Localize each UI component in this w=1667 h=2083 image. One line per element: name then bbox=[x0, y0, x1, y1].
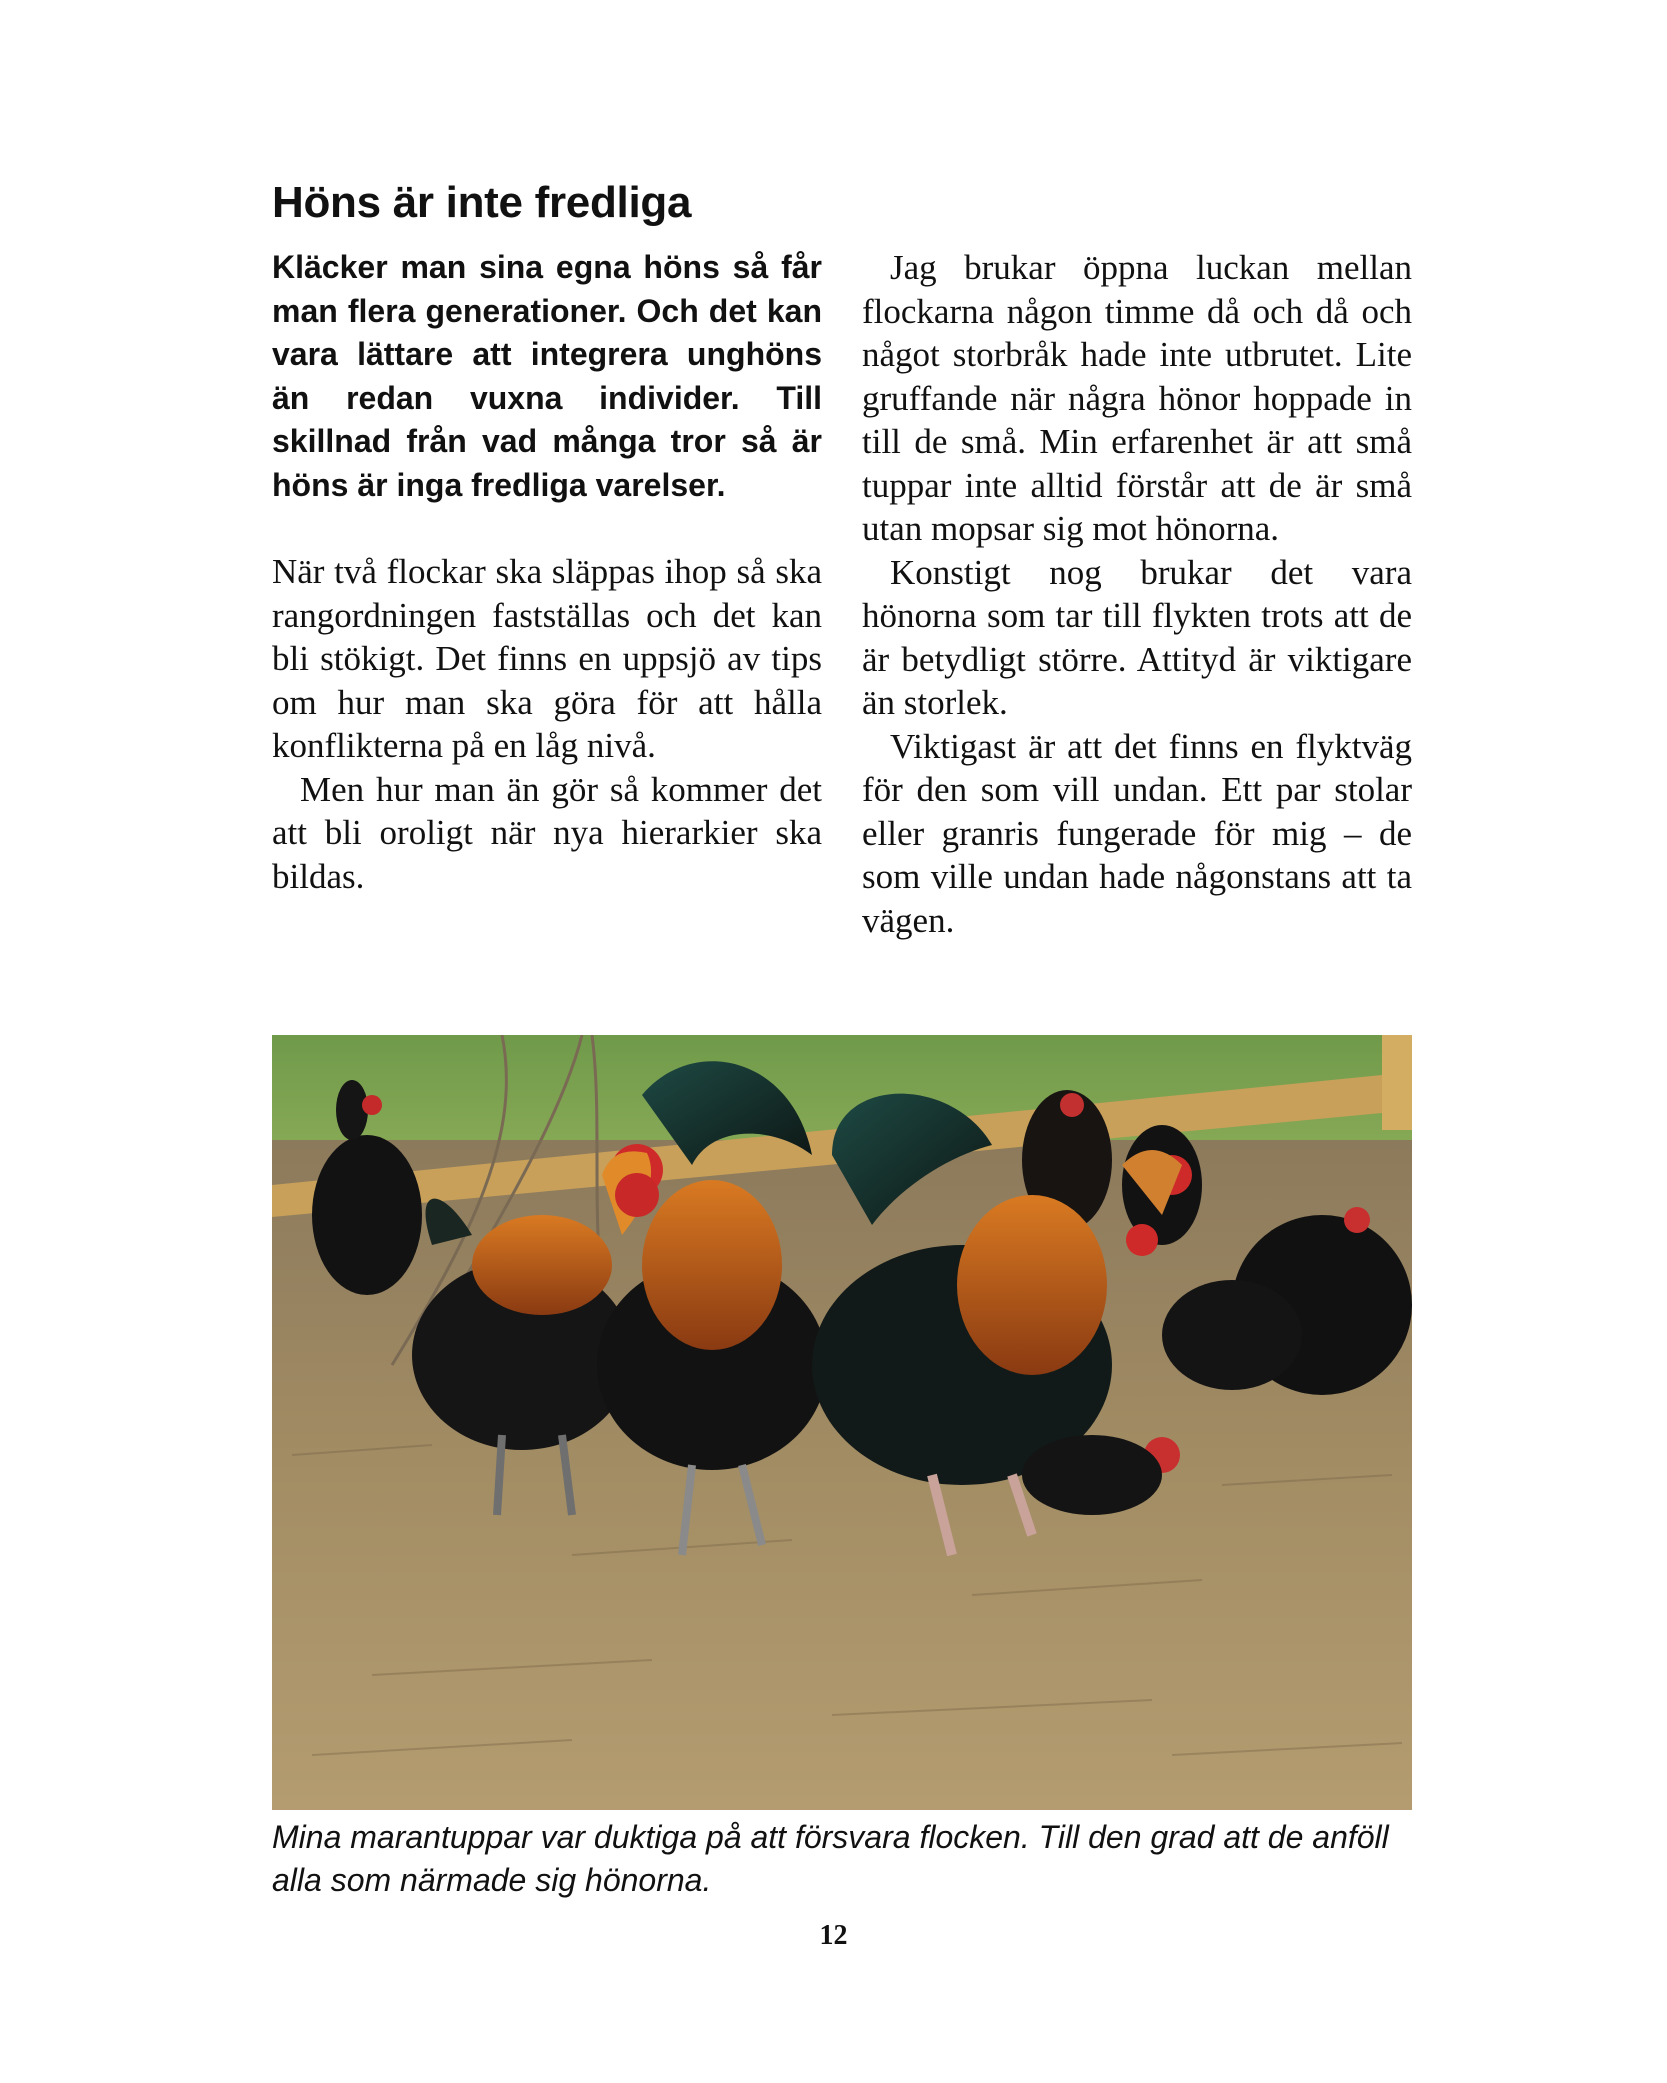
body-paragraph: När två flockar ska släppas ihop så ska rangordningen fastställas och det kan bli stökigt. Det finns en uppsjö av tips om hur man ska göra för att hålla konflikterna på en låg nivå. bbox=[272, 552, 822, 765]
left-column bbox=[272, 246, 822, 898]
section-heading: Höns är inte fredliga bbox=[272, 178, 692, 227]
page-number: 12 bbox=[819, 1920, 848, 1951]
photo-caption: Mina marantuppar var duktiga på att försvara flocken. Till den grad att de anföll alla som närmade sig hönorna. bbox=[272, 1819, 1389, 1898]
body-paragraph: Men hur man än gör så kommer det att bli oroligt när nya hierarkier ska bildas. bbox=[272, 769, 822, 896]
lead-paragraph: Kläcker man sina egna höns så får man flera generationer. Och det kan vara lättare att integrera unghöns än redan vuxna individer. Till skillnad från vad många tror så är höns är inga fredliga varelser. bbox=[272, 249, 822, 503]
body-paragraph: Konstigt nog brukar det vara hönorna som tar till flykten trots att de är betydligt större. Attityd är viktigare än storlek. bbox=[862, 552, 1412, 722]
body-paragraph: Jag brukar öppna luckan mellan flockarna någon timme då och då och något storbråk hade inte utbrutet. Lite gruffande när några hönor hoppade in till de små. Min erfarenhet är att små tuppar inte alltid förstår att de är små utan mopsar sig mot hönorna. bbox=[862, 248, 1412, 548]
roosters-photo bbox=[272, 1035, 1412, 1810]
body-paragraph: Viktigast är att det finns en flyktväg för den som vill undan. Ett par stolar eller granris fungerade för mig – de som ville undan hade någonstans att ta vägen. bbox=[862, 726, 1412, 940]
right-column bbox=[862, 246, 1412, 942]
